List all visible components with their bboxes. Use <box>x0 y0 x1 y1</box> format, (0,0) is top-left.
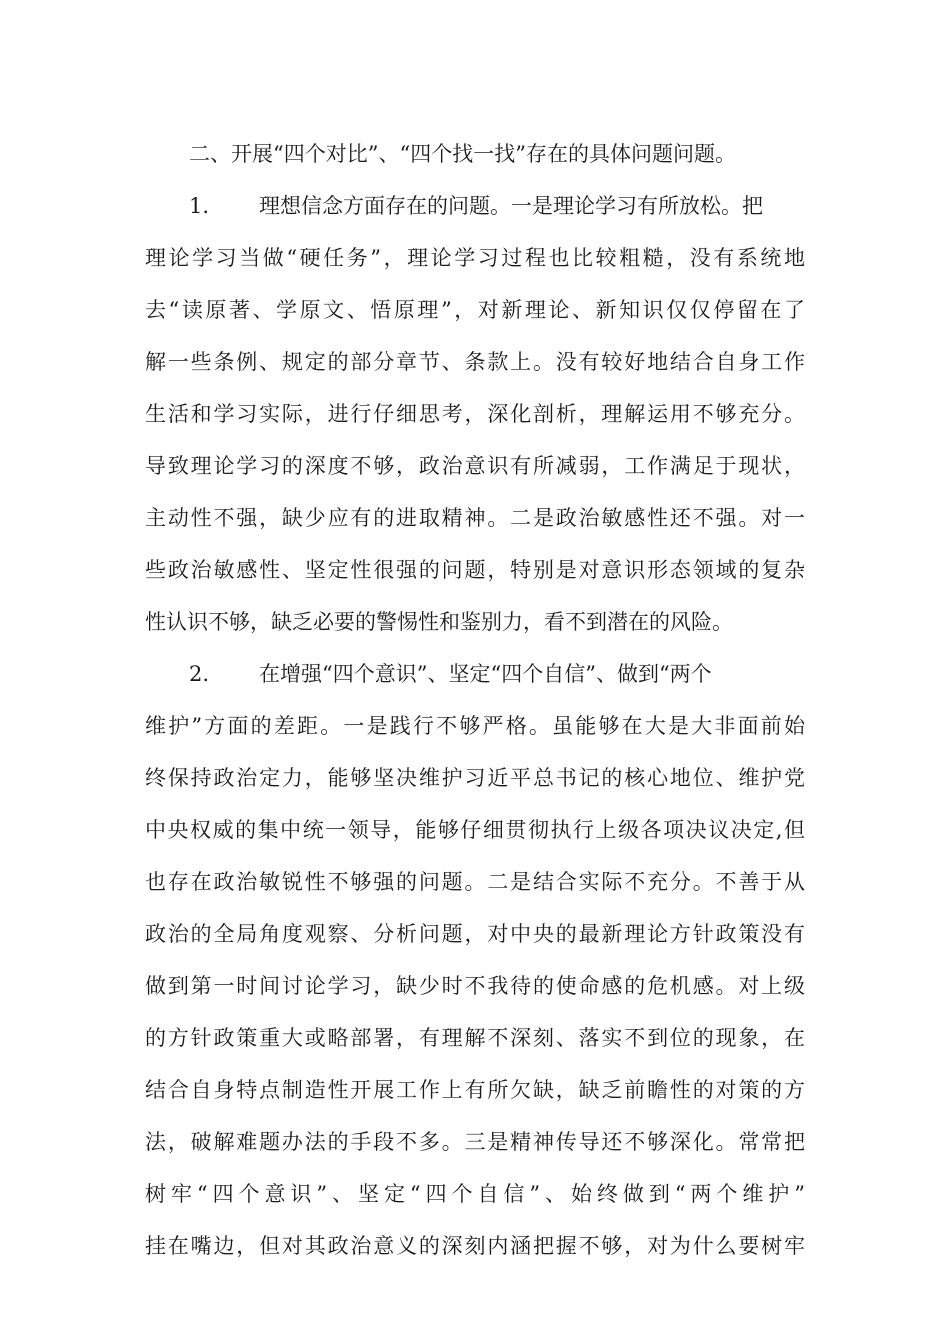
paragraph-line: 主动性不强，缺少应有的进取精神。二是政治敏感性还不强。对一 <box>145 506 805 530</box>
paragraph-line: 终保持政治定力，能够坚决维护习近平总书记的核心地位、维护党 <box>145 766 805 790</box>
paragraph-line: 些政治敏感性、坚定性很强的问题，特别是对意识形态领域的复杂 <box>145 558 805 582</box>
list-number: 2. <box>189 662 210 686</box>
paragraph-line: 解一些条例、规定的部分章节、条款上。没有较好地结合自身工作 <box>145 350 805 374</box>
paragraph-line: 理论学习当做“硬任务”，理论学习过程也比较粗糙，没有系统地 <box>145 246 805 270</box>
document-body <box>145 128 805 1272</box>
paragraph-line: 结合自身特点制造性开展工作上有所欠缺，缺乏前瞻性的对策的方 <box>145 1078 805 1102</box>
paragraph-line: 性认识不够，缺乏必要的警惕性和鉴别力，看不到潜在的风险。 <box>145 610 733 634</box>
paragraph-line: 挂在嘴边，但对其政治意义的深刻内涵把握不够，对为什么要树牢 <box>145 1234 805 1258</box>
paragraph-text: 理想信念方面存在的问题。一是理论学习有所放松。把 <box>259 194 763 218</box>
paragraph-line: 导致理论学习的深度不够，政治意识有所减弱，工作满足于现状， <box>145 454 805 478</box>
section-heading: 二、开展“四个对比”、“四个找一找”存在的具体问题问题。 <box>189 142 736 166</box>
paragraph-line <box>145 180 805 232</box>
paragraph-line: 的方针政策重大或略部署，有理解不深刻、落实不到位的现象，在 <box>145 1026 805 1050</box>
paragraph-line: 树牢“四个意识”、坚定“四个自信”、始终做到“两个维护” <box>145 1182 805 1206</box>
paragraph-line: 生活和学习实际，进行仔细思考，深化剖析，理解运用不够充分。 <box>145 402 805 426</box>
paragraph-line: 法，破解难题办法的手段不多。三是精神传导还不够深化。常常把 <box>145 1130 805 1154</box>
paragraph-line: 中央权威的集中统一领导，能够仔细贯彻执行上级各项决议决定,但 <box>145 818 805 842</box>
paragraph-line <box>145 648 805 700</box>
paragraph-line: 做到第一时间讨论学习，缺少时不我待的使命感的危机感。对上级 <box>145 974 805 998</box>
list-number: 1. <box>189 194 210 218</box>
paragraph-line: 去“读原著、学原文、悟原理”，对新理论、新知识仅仅停留在了 <box>145 298 805 322</box>
paragraph-line: 维护”方面的差距。一是践行不够严格。虽能够在大是大非面前始 <box>145 714 805 738</box>
paragraph-line: 政治的全局角度观察、分析问题，对中央的最新理论方针政策没有 <box>145 922 805 946</box>
paragraph-line: 也存在政治敏锐性不够强的问题。二是结合实际不充分。不善于从 <box>145 870 805 894</box>
paragraph-text: 在增强“四个意识”、坚定“四个自信”、做到“两个 <box>259 662 712 686</box>
